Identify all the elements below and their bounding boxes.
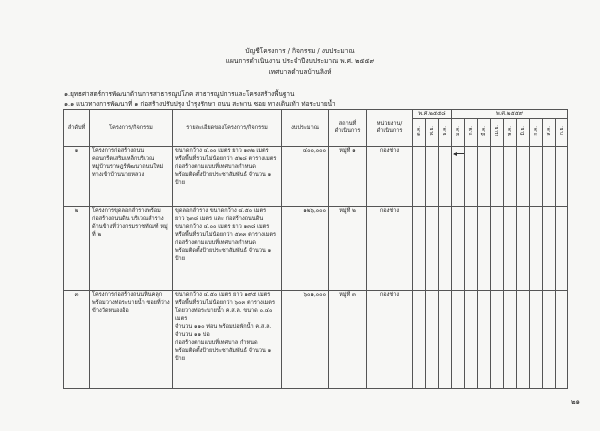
month-header: มิ.ย. xyxy=(517,119,530,147)
doc-subtitle: แผนการดำเนินงาน ประจำปีงบประมาณ พ.ศ. ๒๕๕๙ xyxy=(225,57,375,65)
row-budget: ๑๒๖,๐๐๐ xyxy=(282,207,329,291)
row-no: ๓ xyxy=(64,291,90,389)
doc-title: บัญชีโครงการ / กิจกรรม / งบประมาณ xyxy=(245,47,355,55)
row-location: หมู่ที่ ๒ xyxy=(329,207,367,291)
header-detail: รายละเอียดของโครงการ/กิจกรรม xyxy=(173,110,282,147)
plan-heading: ๑.๑ แนวทางการพัฒนาที่ ๑ ก่อสร้างปรับปรุง บำรุงรักษา ถนน สะพาน ซอย ทางเดินเท้า ท่อระบายน้ำ xyxy=(64,100,336,108)
doc-organization: เทศบาลตำบลบ้านลิงห์ xyxy=(268,68,332,76)
row-no: ๑ xyxy=(64,147,90,207)
row-location: หมู่ที่ ๑ xyxy=(329,147,367,207)
schedule-bar xyxy=(454,153,465,154)
header-agency: หน่วยงาน/ดำเนินการ xyxy=(367,110,413,147)
row-location: หมู่ที่ ๓ xyxy=(329,291,367,389)
month-header: ธ.ค. xyxy=(439,119,452,147)
table-row xyxy=(64,291,568,389)
row-detail: ขนาดกว้าง ๔.๐๐ เมตร ยาว ๑๓๒ เมตร หรือพื้นที่รวมไม่น้อยกว่า ๕๒๘ ตารางเมตร ก่อสร้างตามแบบที่เทศบาลกำหนด พร้อมติดตั้งป้ายประชาสัมพันธ์ จำนวน ๑ ป้าย xyxy=(173,147,282,207)
strategy-heading: ๑.ยุทธศาสตร์การพัฒนาด้านการสาธารณูปโภค สาธารณูปการและโครงสร้างพื้นฐาน xyxy=(64,90,295,98)
row-detail: ขุดลอกลำราง ขนาดกว้าง ๔.๕๐ เมตร ยาว ๖๓๘ เมตร และ ก่อสร้างถนนดิน ขนาดกว้าง ๔.๐๐ เมตร ยาว ๑๓๘ เมตร หรือพื้นที่รวมไม่น้อยกว่า ๕๓๓ ตารางเมตร ก่อสร้างตามแบบที่เทศบาลกำหนด พร้อมติดตั้งป้ายประชาสัมพันธ์ จำนวน ๑ ป้าย xyxy=(173,207,282,291)
project-table xyxy=(63,109,568,389)
row-project: โครงการก่อสร้างถนนคอนกรีตเสริมเหล็กบริเวณหมู่บ้านราษฎร์พัฒนาถนนใหม่ทางเข้าบ้านนายหลวง xyxy=(90,147,173,207)
header-year-2558: พ.ศ.๒๕๕๘ xyxy=(413,110,452,119)
month-header: ก.ค. xyxy=(530,119,543,147)
row-no: ๒ xyxy=(64,207,90,291)
month-header: ก.พ. xyxy=(465,119,478,147)
header-year-2559: พ.ศ.๒๕๕๙ xyxy=(452,110,568,119)
page-number: ๒๑ xyxy=(570,398,580,406)
row-budget: ๖๐๑,๐๐๐ xyxy=(282,291,329,389)
header-location: สถานที่ดำเนินการ xyxy=(329,110,367,147)
row-project: โครงการขุดลอกลำรางพร้อมก่อสร้างถนนดิน บริเวณลำรางด้านข้างที่ว่างกรมราชทัณฑ์ หมู่ที่ ๒ xyxy=(90,207,173,291)
month-header: ต.ค. xyxy=(413,119,426,147)
month-header: ม.ค. xyxy=(452,119,465,147)
month-header: พ.ค. xyxy=(504,119,517,147)
row-detail: ขนาดกว้าง ๔.๕๐ เมตร ยาว ๑๙๕ เมตร หรือพื้นที่รวมไม่น้อยกว่า ๖๐๓ ตารางเมตร โดยวางท่อระบายน้ำ ค.ส.ล. ขนาด ๐.๔๐ เมตร จำนวน ๑๑๐ ท่อน พร้อมบ่อพักน้ำ ค.ส.ล. จำนวน ๑๑ บ่อ ก่อสร้างตามแบบที่เทศบาล กำหนด พร้อมติดตั้งป้ายประชาสัมพันธ์ จำนวน ๑ ป้าย xyxy=(173,291,282,389)
row-project: โครงการก่อสร้างถนนหินคลุกพร้อมวางท่อระบายน้ำ ซอยที่ว่างข้างวัดหนองอ้อ xyxy=(90,291,173,389)
header-project: โครงการ/กิจกรรม xyxy=(90,110,173,147)
table-row xyxy=(64,207,568,291)
row-budget: ๔๐๐,๐๐๐ xyxy=(282,147,329,207)
row-agency: กองช่าง xyxy=(367,147,413,207)
row-agency: กองช่าง xyxy=(367,291,413,389)
month-header: มี.ค. xyxy=(478,119,491,147)
table-row xyxy=(64,147,568,207)
month-header: เม.ย. xyxy=(491,119,504,147)
header-no: ลำดับที่ xyxy=(64,110,90,147)
month-header: ก.ย. xyxy=(556,119,568,147)
header-budget: งบประมาณ xyxy=(282,110,329,147)
month-header: พ.ย. xyxy=(426,119,439,147)
month-header: ส.ค. xyxy=(543,119,556,147)
row-agency: กองช่าง xyxy=(367,207,413,291)
